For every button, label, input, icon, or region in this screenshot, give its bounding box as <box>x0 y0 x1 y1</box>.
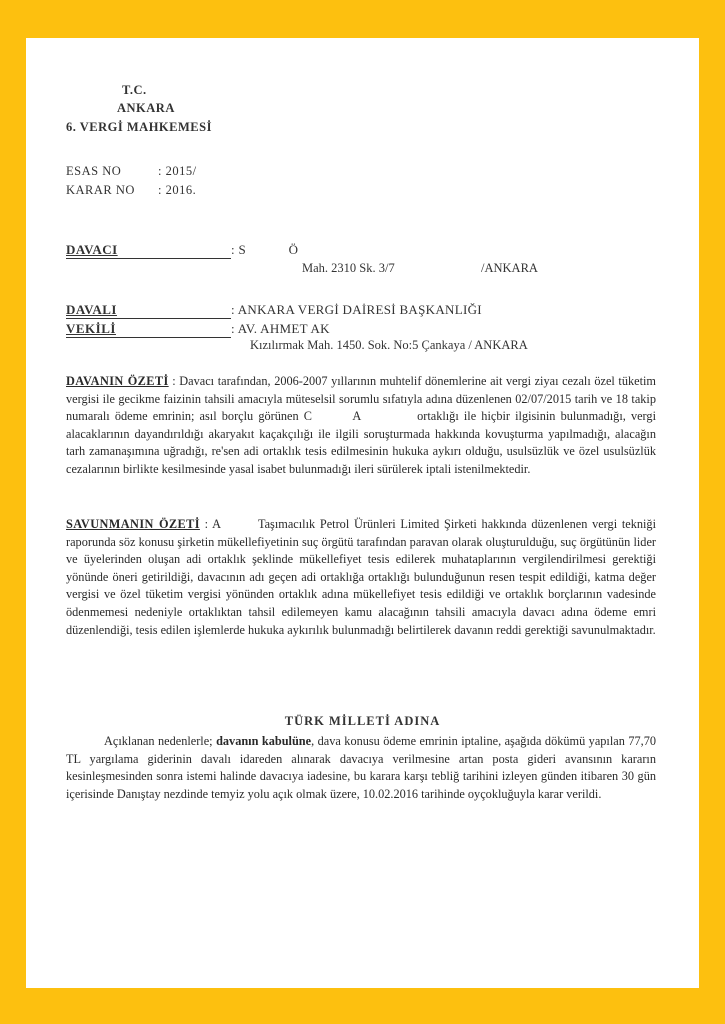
davaci-city: /ANKARA <box>481 261 538 275</box>
header-city: ANKARA <box>117 101 175 115</box>
esas-no-row <box>66 164 197 179</box>
vekili-address: Kızılırmak Mah. 1450. Sok. No:5 Çankaya / ANKARA <box>250 338 528 352</box>
header-tc: T.C. <box>122 83 147 97</box>
davanin-ozeti-label: DAVANIN ÖZETİ <box>66 374 169 388</box>
esas-no-value: : 2015/ <box>158 164 197 178</box>
davali-label: DAVALI <box>66 302 231 319</box>
davanin-ozeti-paragraph <box>66 373 660 479</box>
document-page <box>26 38 699 988</box>
davaci-row <box>66 242 298 259</box>
davaci-value: : S Ö <box>231 242 299 257</box>
verdict-title: TÜRK MİLLETİ ADINA <box>284 714 441 728</box>
davali-row <box>66 302 482 319</box>
vekili-row <box>66 321 330 338</box>
karar-no-row <box>66 183 196 198</box>
esas-no-label: ESAS NO <box>66 164 122 178</box>
karar-no-value: : 2016. <box>158 183 197 197</box>
header-court: 6. VERGİ MAHKEMESİ <box>66 120 212 134</box>
verdict-bold: davanın kabulüne <box>216 734 312 748</box>
davanin-ozeti-text: : Davacı tarafından, 2006-2007 yıllarının muhtelif dönemlerine ait vergi ziyaı cezalı özel tüketim vergisi ile gecikme faizinin tahsili amacıyla müteselsil sorumlu sıfatıyla adına düzenlenen 02/07/2015 tarih ve 18 takip numaralı ödeme emrinin; asıl borçlu görünen C A ortaklığı ile hiçbir ilgisinin bulunmadığı, vergi alacaklarının dayandırıldığı akaryakıt kaçakçılığı ile ilgili soruşturmada hakkında kovuşturma yapılmadığı, alacağın tarh zamanaşımına uğradığı, re'sen adi ortaklık tesis edilmesinin hukuka aykırı olduğu, usulsüzlük ve özel usulsüzlük cezalarının birlikte kesilmesinde yasal isabet bulunmadığı ileri sürülerek iptali istenilmektedir. <box>66 374 660 476</box>
verdict-text-before: Açıklanan nedenlerle; <box>104 734 217 748</box>
verdict-text-after: , dava konusu ödeme emrinin iptaline, aşağıda dökümü yapılan 77,70 TL yargılama giderinin davalı idareden alınarak davacıya verilmesine artan posta gideri avansının kararın kesinleşmesinden sonra istemi halinde davacıya iadesine, bu karara karşı tebliğ tarihini izleyen günden itibaren 30 gün içerisinde Danıştay nezdinde temyiz yolu açık olmak üzere, 10.02.2016 tarihinde oyçokluğuyla karar verildi. <box>66 734 656 801</box>
vekili-value: : AV. AHMET AK <box>231 321 330 336</box>
savunmanin-ozeti-text: : A Taşımacılık Petrol Ürünleri Limited Şirketi hakkında düzenlenen vergi tekniği raporunda söz konusu şirketin mükellefiyetinin suç örgütü tarafından paravan olarak oluşturulduğu, suç örgütünün lider ve üyelerinden oluşan adi ortaklık şeklinde mükellefiyet tesis edilerek muhataplarının vergilendirilmesi gerektiği yönünde öneri getirildiği, davacının adı geçen adi ortaklığa ortaklığı bulunduğunun resen tespit edildiği, katma değer vergisi ve özel tüketim vergisi yönünden ortaklık adına mükellefiyet tesis edildiği ve ortaklık borçlarının vadesinde ödenmemesi nedeniyle ortaklıktan tahsil edilemeyen kamu alacağının tahsili amacıyla davacı adına ödeme emri düzenlendiği, tesis edilen işlemlerde hukuka aykırılık bulunmadığı belirtilerek davanın reddi gerektiği savunulmaktadır. <box>66 517 660 637</box>
vekili-label: VEKİLİ <box>66 321 231 338</box>
davaci-address: Mah. 2310 Sk. 3/7 <box>302 261 395 275</box>
davaci-label: DAVACI <box>66 242 231 259</box>
verdict-paragraph <box>66 733 656 803</box>
savunmanin-ozeti-label: SAVUNMANIN ÖZETİ <box>66 517 200 531</box>
karar-no-label: KARAR NO <box>66 183 135 197</box>
davali-value: : ANKARA VERGİ DAİRESİ BAŞKANLIĞI <box>231 302 482 317</box>
savunmanin-ozeti-paragraph <box>66 516 660 639</box>
